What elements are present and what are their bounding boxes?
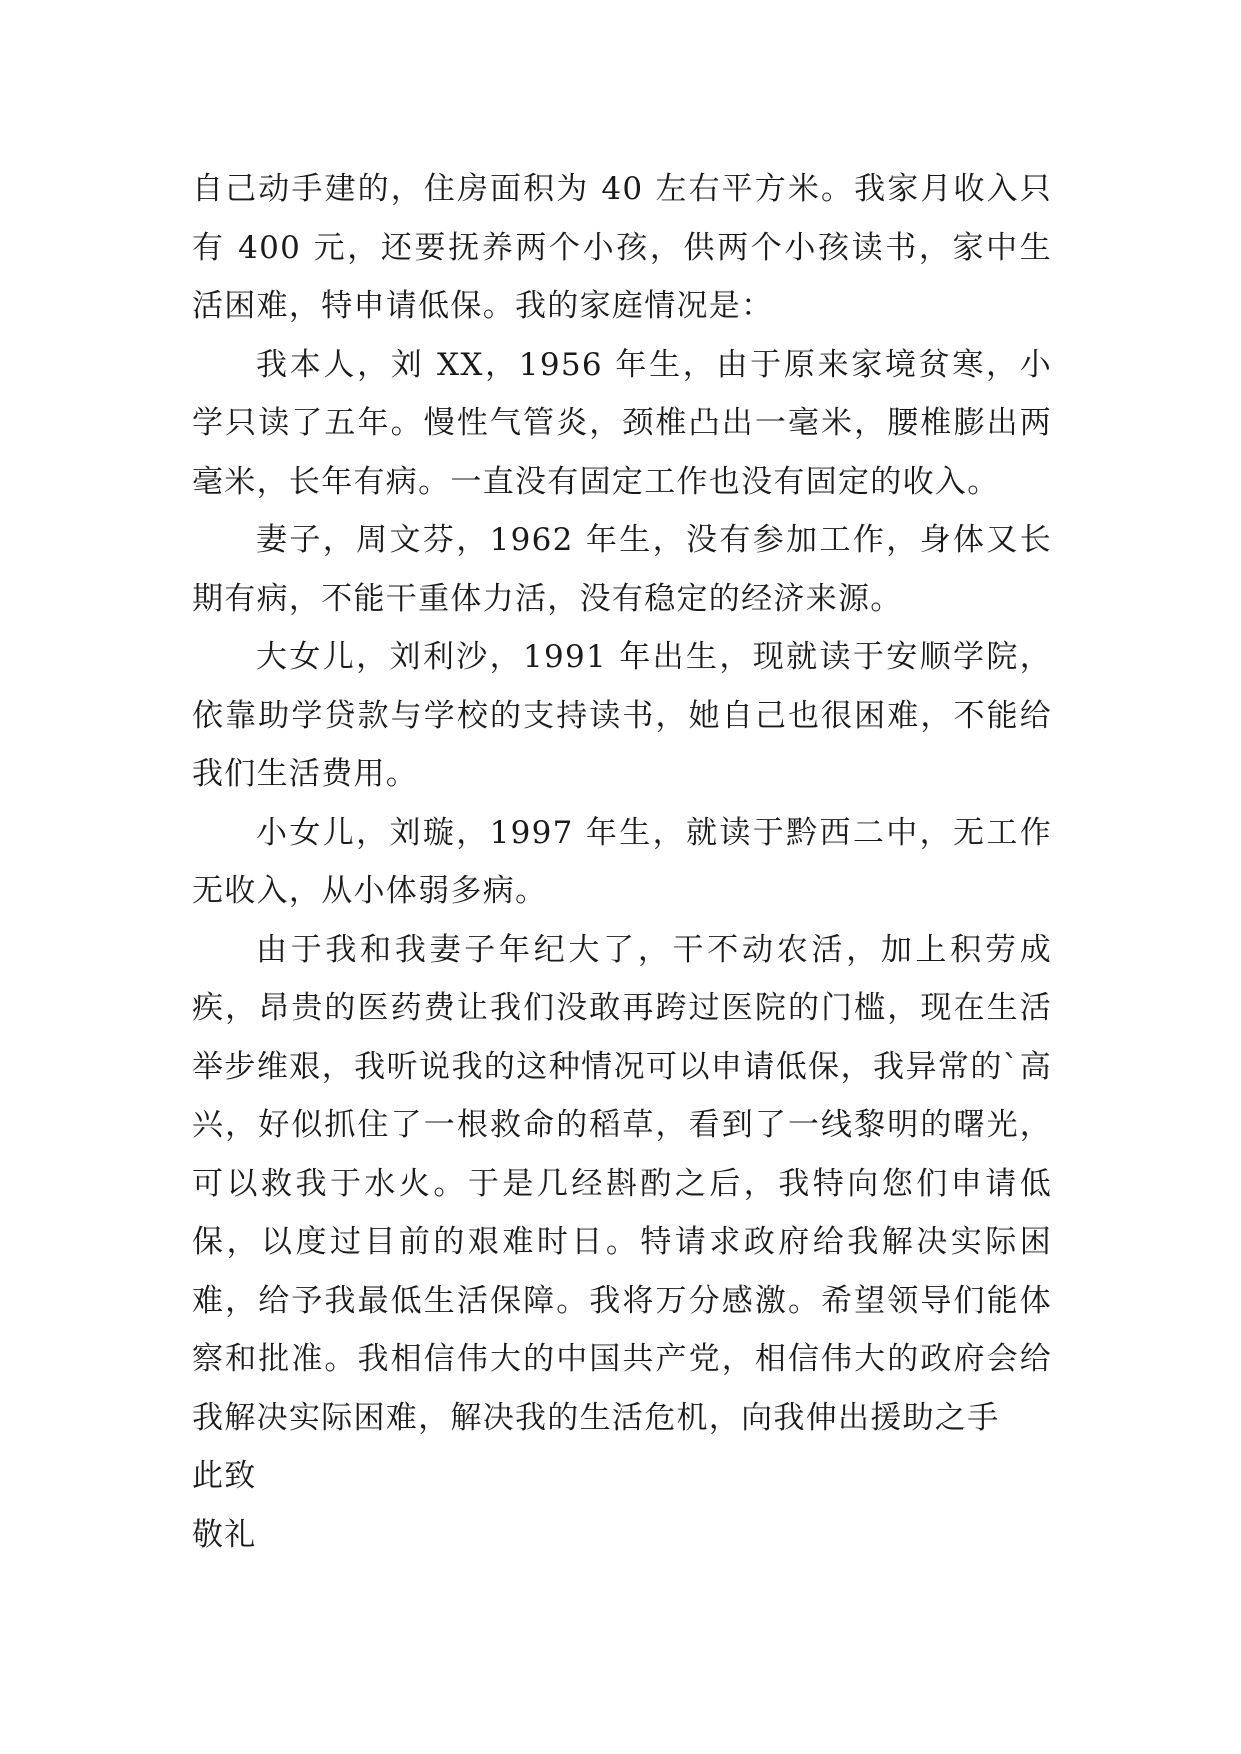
closing-regards: 敬礼	[192, 1516, 257, 1553]
paragraph-wife: 妻子，周文芬，1962 年生，没有参加工作，身体又长期有病，不能干重体力活，没有稳定的经济来源。	[192, 522, 1052, 617]
closing-salutation: 此致	[192, 1458, 257, 1494]
paragraph-self: 我本人，刘 XX，1956 年生，由于原来家境贫寒，小学只读了五年。慢性气管炎，颈椎凸出一毫米，腰椎膨出两毫米，长年有病。一直没有固定工作也没有固定的收入。	[192, 346, 1052, 500]
letter-body	[192, 160, 1052, 1564]
paragraph-elder-daughter: 大女儿，刘利沙，1991 年出生，现就读于安顺学院，依靠助学贷款与学校的支持读书，她自己也很困难，不能给我们生活费用。	[192, 639, 1052, 792]
paragraph-intro: 自己动手建的，住房面积为 40 左右平方米。我家月收入只有 400 元，还要抚养两个小孩，供两个小孩读书，家中生活困难，特申请低保。我的家庭情况是：	[192, 171, 1052, 324]
paragraph-request: 由于我和我妻子年纪大了，干不动农活，加上积劳成疾，昂贵的医药费让我们没敢再跨过医院的门槛，现在生活举步维艰，我听说我的这种情况可以申请低保，我异常的`高兴，好似抓住了一根救命的稻草，看到了一线黎明的曙光，可以救我于水火。于是几经斟酌之后，我特向您们申请低保，以度过目前的艰难时日。特请求政府给我解决实际困难，给予我最低生活保障。我将万分感激。希望领导们能体察和批准。我相信伟大的中国共产党，相信伟大的政府会给我解决实际困难，解决我的生活危机，向我伸出援助之手	[192, 931, 1052, 1436]
paragraph-younger-daughter: 小女儿，刘璇，1997 年生，就读于黔西二中，无工作无收入，从小体弱多病。	[192, 814, 1052, 909]
